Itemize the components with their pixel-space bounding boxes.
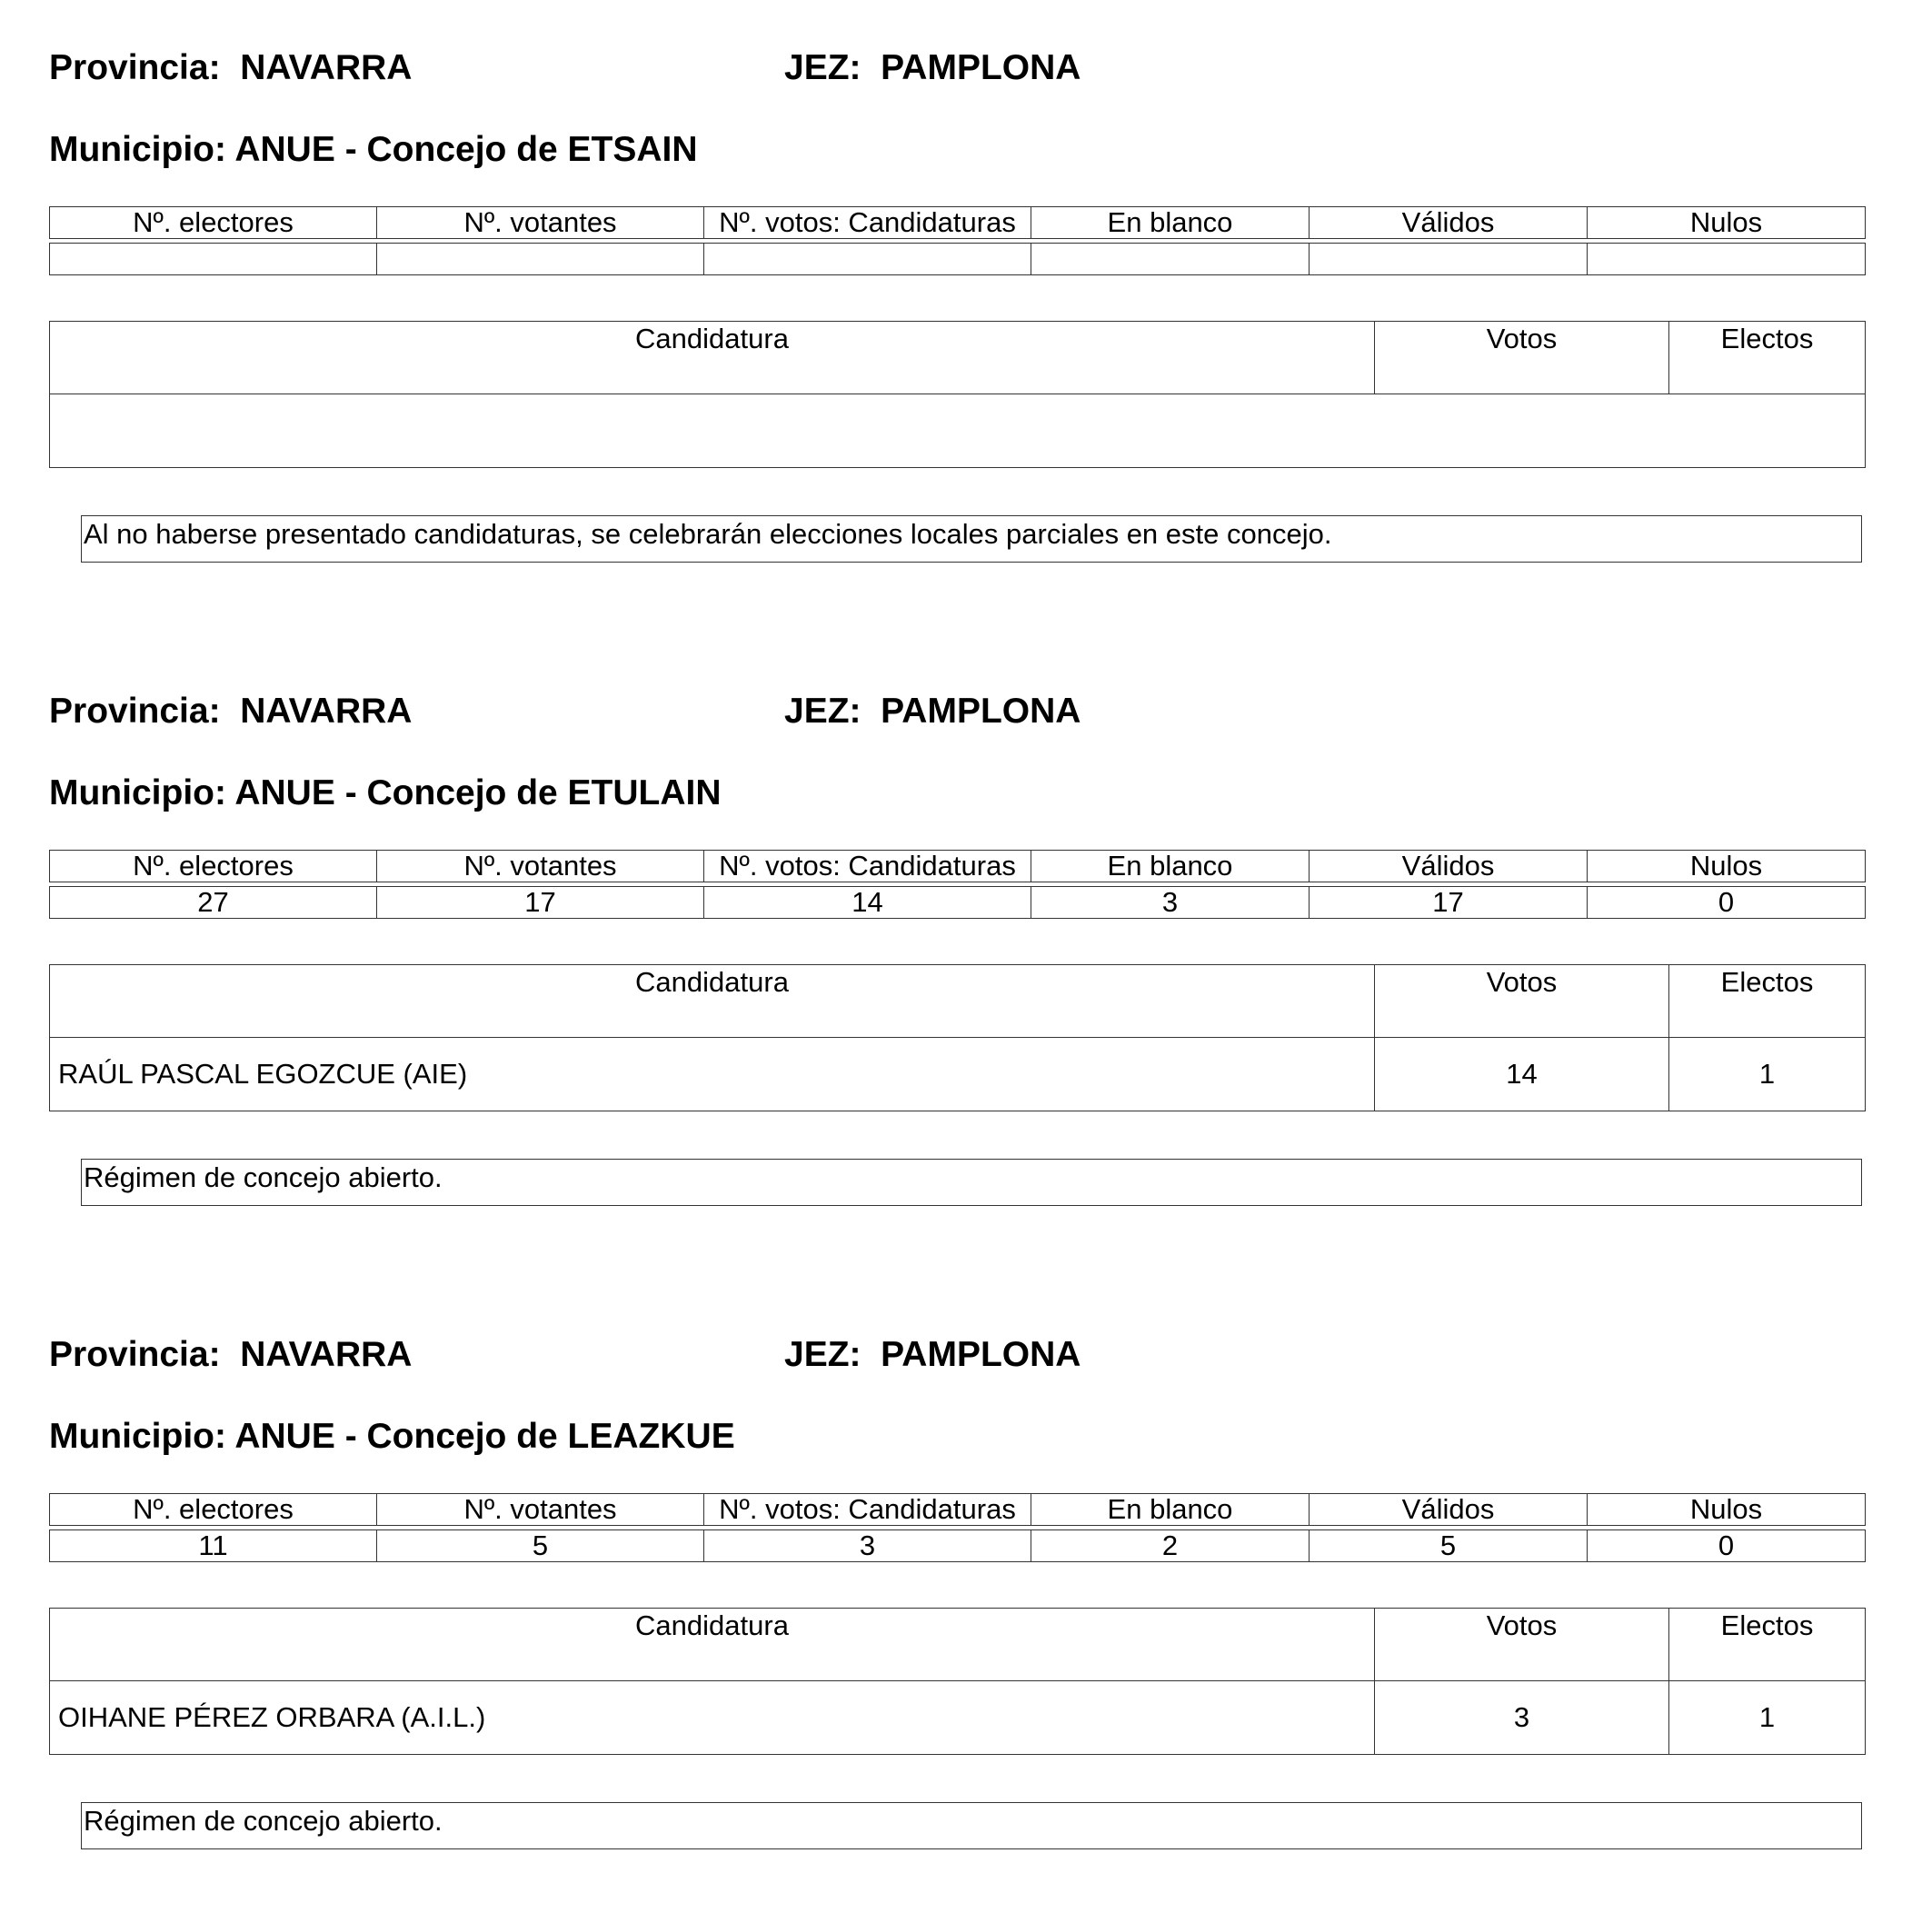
note-box: Régimen de concejo abierto. — [81, 1802, 1862, 1849]
header-electos: Electos — [1669, 322, 1866, 394]
provincia-label: Provincia: NAVARRA — [49, 1335, 413, 1374]
candidatura-table — [49, 321, 1866, 468]
header-electores: Nº. electores — [50, 851, 377, 882]
value-nulos: 0 — [1588, 1530, 1866, 1562]
value-votos-candidaturas: 3 — [704, 1530, 1031, 1562]
stats-table — [49, 206, 1866, 275]
candidate-name: RAÚL PASCAL EGOZCUE (AIE) — [50, 1038, 1375, 1111]
concejo-section-etulain — [0, 643, 1932, 1280]
header-electores: Nº. electores — [50, 1494, 377, 1526]
value-en-blanco — [1031, 244, 1310, 275]
header-votantes: Nº. votantes — [377, 1494, 704, 1526]
candidatura-header-row — [50, 965, 1866, 1038]
value-nulos — [1588, 244, 1866, 275]
candidate-electos: 1 — [1669, 1681, 1866, 1755]
header-nulos: Nulos — [1588, 851, 1866, 882]
header-en-blanco: En blanco — [1031, 851, 1310, 882]
header-candidatura: Candidatura — [50, 1609, 1375, 1681]
value-validos: 5 — [1310, 1530, 1588, 1562]
value-nulos: 0 — [1588, 887, 1866, 919]
jez-label: JEZ: PAMPLONA — [784, 692, 1081, 731]
header-nulos: Nulos — [1588, 207, 1866, 239]
value-validos: 17 — [1310, 887, 1588, 919]
stats-header-row — [50, 1494, 1866, 1526]
value-votantes: 5 — [377, 1530, 704, 1562]
header-electores: Nº. electores — [50, 207, 377, 239]
candidatura-row — [50, 394, 1866, 468]
municipio-title: Municipio: ANUE - Concejo de ETSAIN — [49, 130, 698, 169]
note-box: Régimen de concejo abierto. — [81, 1159, 1862, 1206]
stats-value-row — [50, 887, 1866, 919]
provincia-label: Provincia: NAVARRA — [49, 48, 413, 87]
candidate-votos: 14 — [1375, 1038, 1669, 1111]
header-validos: Válidos — [1310, 207, 1588, 239]
header-electos: Electos — [1669, 1609, 1866, 1681]
candidatura-table — [49, 1608, 1866, 1755]
header-nulos: Nulos — [1588, 1494, 1866, 1526]
stats-header-row — [50, 851, 1866, 882]
stats-header-row — [50, 207, 1866, 239]
value-validos — [1310, 244, 1588, 275]
value-en-blanco: 2 — [1031, 1530, 1310, 1562]
municipio-title: Municipio: ANUE - Concejo de ETULAIN — [49, 773, 722, 812]
value-en-blanco: 3 — [1031, 887, 1310, 919]
concejo-section-leazkue — [0, 1287, 1932, 1923]
header-candidatura: Candidatura — [50, 965, 1375, 1038]
jez-label: JEZ: PAMPLONA — [784, 1335, 1081, 1374]
header-validos: Válidos — [1310, 1494, 1588, 1526]
header-candidatura: Candidatura — [50, 322, 1375, 394]
value-votos-candidaturas: 14 — [704, 887, 1031, 919]
candidate-electos: 1 — [1669, 1038, 1866, 1111]
note-box: Al no haberse presentado candidaturas, se celebrarán elecciones locales parciales en este concejo. — [81, 515, 1862, 563]
stats-value-row — [50, 1530, 1866, 1562]
candidatura-header-row — [50, 1609, 1866, 1681]
stats-value-row — [50, 244, 1866, 275]
concejo-section-etsain — [0, 0, 1932, 636]
header-votos-candidaturas: Nº. votos: Candidaturas — [704, 207, 1031, 239]
value-electores: 11 — [50, 1530, 377, 1562]
header-votos-candidaturas: Nº. votos: Candidaturas — [704, 851, 1031, 882]
candidatura-empty-cell — [50, 394, 1866, 468]
jez-label: JEZ: PAMPLONA — [784, 48, 1081, 87]
stats-table — [49, 1493, 1866, 1562]
candidate-name: OIHANE PÉREZ ORBARA (A.I.L.) — [50, 1681, 1375, 1755]
stats-table — [49, 850, 1866, 919]
header-votos: Votos — [1375, 965, 1669, 1038]
header-validos: Válidos — [1310, 851, 1588, 882]
value-electores: 27 — [50, 887, 377, 919]
header-votos-candidaturas: Nº. votos: Candidaturas — [704, 1494, 1031, 1526]
value-electores — [50, 244, 377, 275]
provincia-label: Provincia: NAVARRA — [49, 692, 413, 731]
header-en-blanco: En blanco — [1031, 207, 1310, 239]
candidatura-row — [50, 1038, 1866, 1111]
value-votantes: 17 — [377, 887, 704, 919]
candidatura-table — [49, 964, 1866, 1111]
candidatura-row — [50, 1681, 1866, 1755]
candidatura-header-row — [50, 322, 1866, 394]
municipio-title: Municipio: ANUE - Concejo de LEAZKUE — [49, 1417, 735, 1456]
value-votos-candidaturas — [704, 244, 1031, 275]
value-votantes — [377, 244, 704, 275]
header-votantes: Nº. votantes — [377, 207, 704, 239]
header-votantes: Nº. votantes — [377, 851, 704, 882]
header-votos: Votos — [1375, 322, 1669, 394]
header-electos: Electos — [1669, 965, 1866, 1038]
candidate-votos: 3 — [1375, 1681, 1669, 1755]
header-votos: Votos — [1375, 1609, 1669, 1681]
header-en-blanco: En blanco — [1031, 1494, 1310, 1526]
